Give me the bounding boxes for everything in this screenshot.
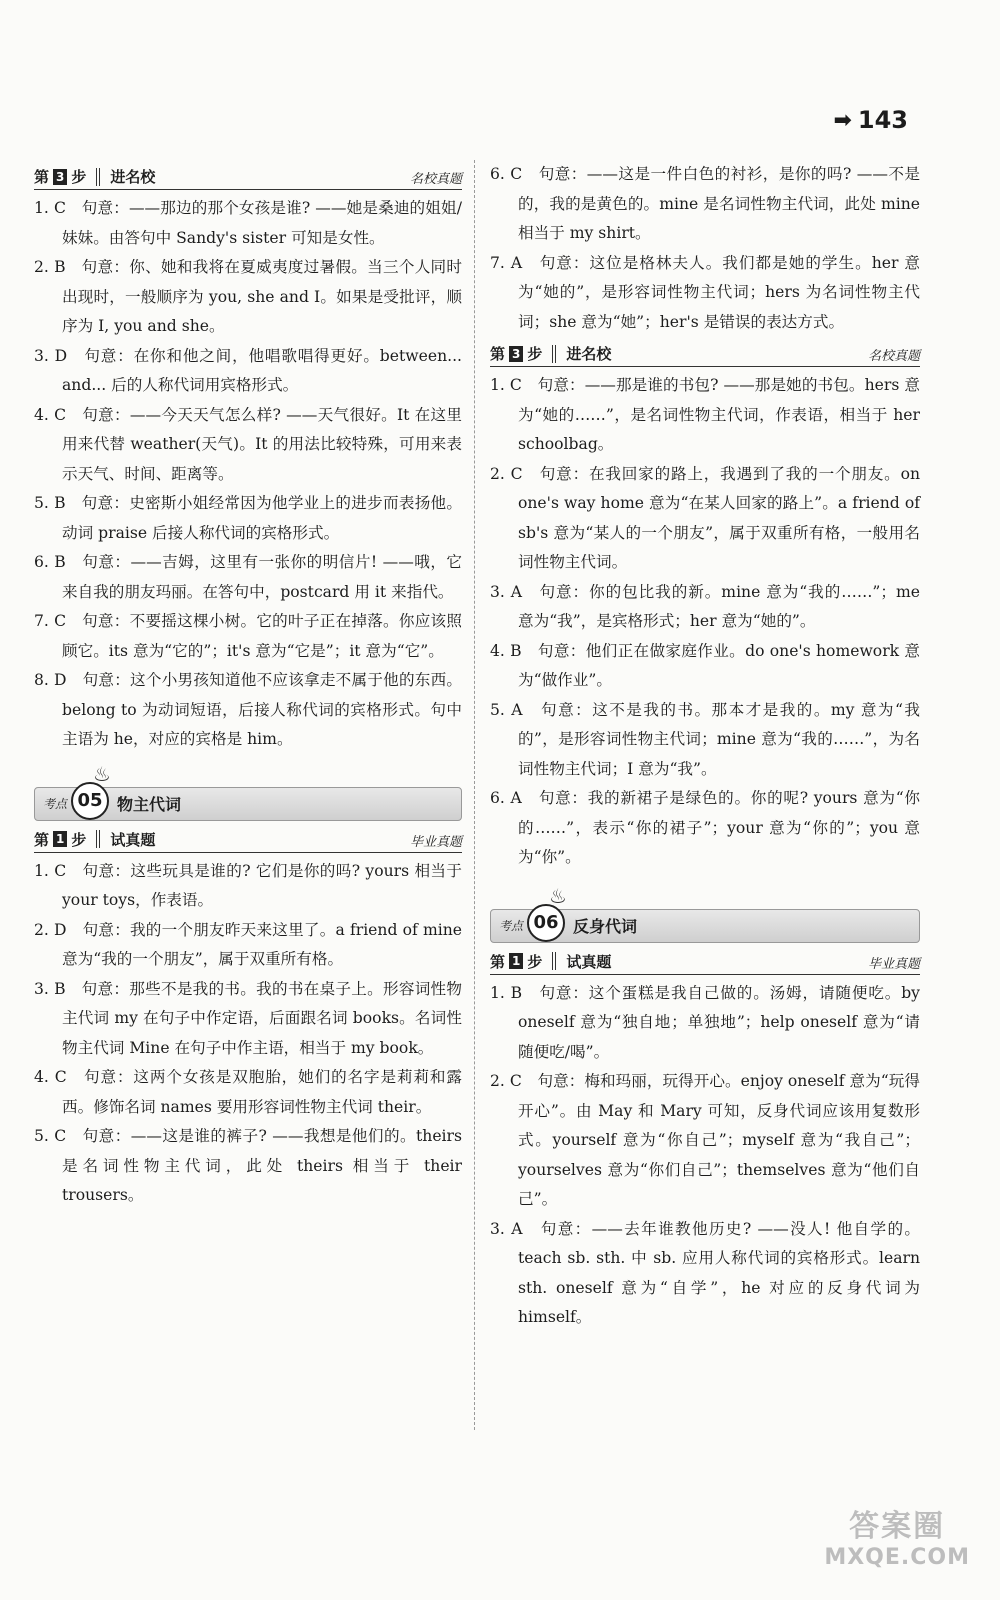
page-number-text: 143 (857, 106, 908, 134)
answer-item: 3. A 句意：——去年谁教他历史? ——没人! 他自学的。teach sb. sth. 中 sb. 应用人称代词的宾格形式。learn sth. oneself 意为“自学”，he 对应的反身代词为 himself。 (490, 1219, 920, 1326)
banner-number: 05 (71, 782, 109, 820)
answer-item: 4. B 句意：他们正在做家庭作业。do one's homework 意为“做作业”。 (490, 641, 920, 689)
watermark-line1: 答案圈 (849, 1509, 946, 1544)
step-suffix: 步 (71, 830, 87, 849)
section-banner-06 (490, 883, 920, 943)
answer-list-right-step3 (490, 371, 920, 873)
answer-item: 2. D 句意：我的一个朋友昨天来这里了。a friend of mine 意为“我的一个朋友”，属于双重所有格。 (34, 920, 462, 968)
step-label: 第 (34, 168, 50, 186)
banner-title: 反身代词 (573, 917, 638, 936)
step-suffix: 步 (527, 345, 543, 363)
banner-kaodian-label: 考点 (43, 797, 68, 811)
answer-item: 1. C 句意：这些玩具是谁的? 它们是你的吗? yours 相当于 your toys，作表语。 (34, 861, 462, 909)
watermark-logo (824, 1501, 970, 1570)
page-number (833, 106, 908, 134)
step-title: 进名校 (110, 168, 156, 186)
step-tag: 毕业真题 (409, 834, 462, 850)
answer-list-left-step3 (34, 194, 462, 755)
answer-item: 3. A 句意：你的包比我的新。mine 意为“我的……”；me 意为“我”，是宾格形式；her 意为“她的”。 (490, 582, 920, 630)
answer-item: 2. C 句意：在我回家的路上，我遇到了我的一个朋友。on one's way home 意为“在某人回家的路上”。a friend of sb's 意为“某人的一个朋友”，属于双重所有格，一般用名词性物主代词。 (490, 464, 920, 571)
step-divider (96, 830, 100, 848)
step-number-badge: 1 (509, 953, 523, 969)
step-title: 试真题 (566, 952, 612, 971)
answer-list-right-step1 (490, 979, 920, 1333)
step-divider (96, 168, 100, 186)
banner-number: 06 (527, 904, 565, 942)
answer-item: 7. C 句意：不要摇这棵小树。它的叶子正在掉落。你应该照顾它。its 意为“它的”；it's 意为“它是”；it 意为“它”。 (34, 612, 462, 660)
step-label: 第 (490, 952, 506, 971)
banner-kaodian-label: 考点 (499, 919, 524, 933)
answer-item: 5. C 句意：——这是谁的裤子? ——我想是他们的。theirs 是名词性物主代词，此处 theirs 相当于 their trousers。 (34, 1127, 462, 1204)
column-divider (474, 160, 475, 1430)
answer-list-left-step1 (34, 857, 462, 1211)
answer-item: 6. A 句意：我的新裙子是绿色的。你的呢? yours 意为“你的……”，表示“你的裙子”；your 意为“你的”；you 意为“你”。 (490, 789, 920, 866)
answer-item: 4. C 句意：——今天天气怎么样? ——天气很好。It 在这里用来代替 weather(天气)。It 的用法比较特殊，可用来表示天气、时间、距离等。 (34, 405, 462, 483)
step-header-right-1 (490, 951, 920, 975)
step-divider (552, 345, 556, 363)
step-label: 第 (490, 345, 506, 363)
answer-item: 5. B 句意：史密斯小姐经常因为他学业上的进步而表扬他。动词 praise 后接人称代词的宾格形式。 (34, 494, 462, 542)
right-column (490, 160, 920, 1333)
answer-item: 6. B 句意：——吉姆，这里有一张你的明信片! ——哦，它来自我的朋友玛丽。在答句中，postcard 用 it 来指代。 (34, 553, 462, 601)
step-header-right-3 (490, 343, 920, 367)
flame-icon: ♨ (549, 883, 567, 908)
answer-item: 1. B 句意：这个蛋糕是我自己做的。汤姆，请随便吃。by oneself 意为“独自地；单独地”；help oneself 意为“请随便吃/喝”。 (490, 983, 920, 1061)
answer-item: 1. C 句意：——那是谁的书包? ——那是她的书包。hers 意为“她的……”，是名词性物主代词，作表语，相当于 her schoolbag。 (490, 376, 920, 453)
step-tag: 毕业真题 (867, 956, 920, 972)
step-suffix: 步 (71, 168, 87, 186)
answer-item: 3. B 句意：那些不是我的书。我的书在桌子上。形容词性物主代词 my 在句子中作定语，后面跟名词 books。名词性物主代词 Mine 在句子中作主语，相当于 my book。 (34, 979, 462, 1057)
step-tag: 名校真题 (409, 172, 462, 187)
step-suffix: 步 (527, 952, 543, 971)
answer-item: 6. C 句意：——这是一件白色的衬衫，是你的吗? ——不是的，我的是黄色的。mine 是名词性物主代词，此处 mine 相当于 my shirt。 (490, 165, 920, 242)
step-number-badge: 1 (53, 831, 67, 847)
left-column (34, 160, 462, 1211)
arrow-right-icon: ➡ (833, 107, 852, 133)
answer-item: 5. A 句意：这不是我的书。那本才是我的。my 意为“我的”，是形容词性物主代词；mine 意为“我的……”，为名词性物主代词；I 意为“我”。 (490, 700, 920, 778)
answer-item: 1. C 句意：——那边的那个女孩是谁? ——她是桑迪的姐姐/妹妹。由答句中 Sandy's sister 可知是女性。 (34, 199, 462, 247)
step-label: 第 (34, 830, 50, 849)
answer-item: 4. C 句意：这两个女孩是双胞胎，她们的名字是莉莉和露西。修饰名词 names 要用形容词性物主代词 their。 (34, 1068, 462, 1116)
step-title: 进名校 (566, 345, 612, 363)
step-divider (552, 952, 556, 970)
answer-item: 8. D 句意：这个小男孩知道他不应该拿走不属于他的东西。belong to 为动词短语，后接人称代词的宾格形式。句中主语为 he，对应的宾格是 him。 (34, 671, 462, 748)
banner-title: 物主代词 (117, 795, 182, 814)
watermark-line2: MXQE.COM (824, 1545, 970, 1570)
step-header-left-3 (34, 166, 462, 190)
step-title: 试真题 (110, 830, 156, 849)
section-banner-05 (34, 761, 462, 821)
step-tag: 名校真题 (867, 349, 920, 364)
answer-item: 2. C 句意：梅和玛丽，玩得开心。enjoy oneself 意为“玩得开心”。由 May 和 Mary 可知，反身代词应该用复数形式。yourself 意为“你自己”；myself 意为“我自己”；yourselves 意为“你们自己”；themselves 意为“他们自己”。 (490, 1072, 920, 1208)
answer-list-right-top (490, 160, 920, 337)
answer-item: 7. A 句意：这位是格林夫人。我们都是她的学生。her 意为“她的”，是形容词性物主代词；hers 为名词性物主代词；she 意为“她”；her's 是错误的表达方式。 (490, 253, 920, 331)
flame-icon: ♨ (93, 761, 111, 786)
step-number-badge: 3 (509, 346, 523, 362)
answer-item: 2. B 句意：你、她和我将在夏威夷度过暑假。当三个人同时出现时，一般顺序为 you, she and I。如果是受批评，顺序为 I, you and she。 (34, 258, 462, 335)
answer-item: 3. D 句意：在你和他之间，他唱歌唱得更好。between... and... 后的人称代词用宾格形式。 (34, 346, 462, 394)
step-header-left-1 (34, 829, 462, 853)
step-number-badge: 3 (53, 169, 67, 185)
